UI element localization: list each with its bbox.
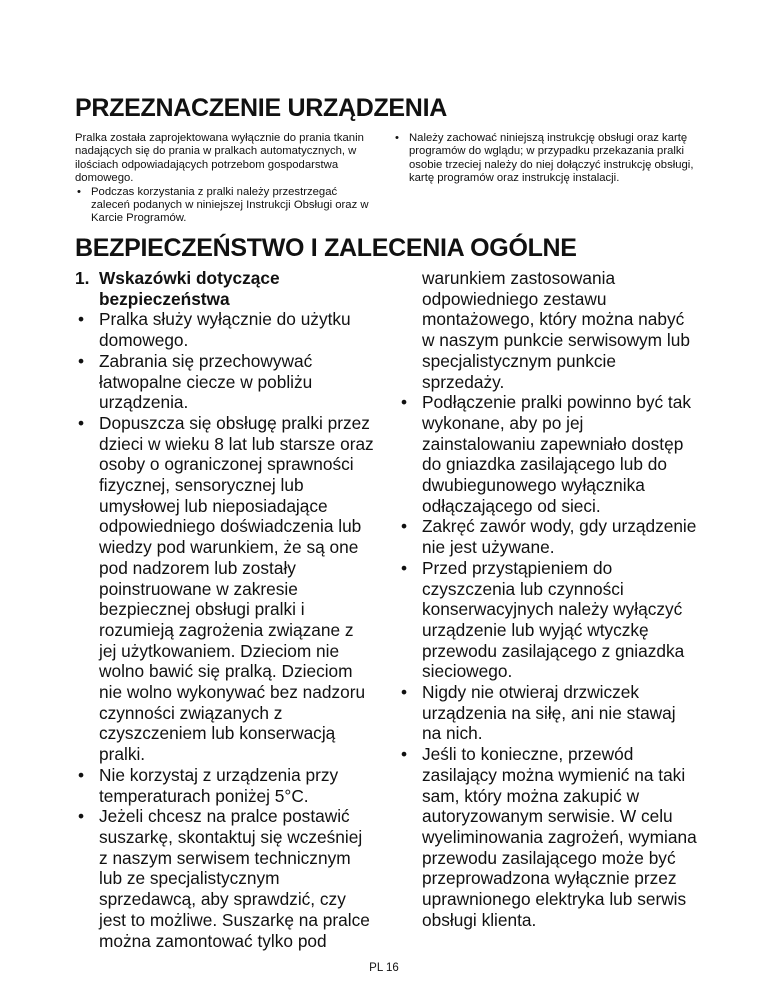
intended-use-right-column — [393, 132, 703, 186]
list-item: • Zabrania się przechowywać łatwopalne ciecze w pobliżu urządzenia. — [75, 351, 375, 413]
list-item: • Dopuszcza się obsługę pralki przez dzieci w wieku 8 lat lub starsze oraz osoby o ograniczonej sprawności fizycznej, sensorycznej lub umysłowej lub nieposiadające odpowiedniego doświadczenia lub wiedzy pod warunkiem, że są one pod nadzorem lub zostały poinstruowane w zakresie bezpiecznej obsługi pralki i rozumieją zagrożenia związane z jej użytkowaniem. Dzieciom nie wolno bawić się pralką. Dzieciom nie wolno wykonywać bez nadzoru czynności związanych z czyszczeniem lub konserwacją pralki. — [75, 413, 375, 765]
section-title-safety: BEZPIECZEŃSTWO I ZALECENIA OGÓLNE — [75, 234, 577, 262]
subsection-number: 1. — [75, 268, 90, 288]
list-item: • Jeżeli chcesz na pralce postawić suszarkę, skontaktuj się wcześniej z naszym serwisem technicznym lub ze specjalistycznym sprzedawcą, aby sprawdzić, czy jest to możliwe. Suszarkę na pralce można zamontować tylko pod — [75, 806, 375, 951]
subsection-title: Wskazówki dotyczące bezpieczeństwa — [99, 268, 280, 309]
intended-use-left-column — [75, 132, 375, 226]
intended-use-left-list — [75, 186, 375, 226]
safety-left-column — [75, 268, 375, 951]
intended-use-right-list — [393, 132, 703, 186]
list-item: • Jeśli to konieczne, przewód zasilający można wymienić na taki sam, który można zakupić w autoryzowanym serwisie. W celu wyeliminowania zagrożeń, wymiana przewodu zasilającego może być przeprowadzona wyłącznie przez uprawnionego elektryka lub serwis obsługi klienta. — [398, 744, 698, 930]
list-item: • Nie korzystaj z urządzenia przy temperaturach poniżej 5°C. — [75, 765, 375, 806]
list-item: • Podłączenie pralki powinno być tak wykonane, aby po jej zainstalowaniu zapewniało dostęp do gniazdka zasilającego lub do dwubiegunowego wyłącznika odłączającego od sieci. — [398, 392, 698, 516]
safety-right-column — [398, 268, 698, 931]
list-item-continuation: warunkiem zastosowania odpowiedniego zestawu montażowego, który można nabyć w naszym punkcie serwisowym lub specjalistycznym punkcie sprzedaży. — [422, 268, 690, 392]
page-number: PL 16 — [369, 962, 399, 974]
list-item: • Podczas korzystania z pralki należy przestrzegać zaleceń podanych w niniejszej Instrukcji Obsługi oraz w Karcie Programów. — [75, 186, 375, 226]
list-item: • Nigdy nie otwieraj drzwiczek urządzenia na siłę, ani nie stawaj na nich. — [398, 682, 698, 744]
subsection-heading — [75, 268, 375, 309]
safety-right-list — [398, 392, 698, 930]
list-item: • Pralka służy wyłącznie do użytku domowego. — [75, 309, 375, 350]
list-item: • Przed przystąpieniem do czyszczenia lub czynności konserwacyjnych należy wyłączyć urządzenie lub wyjąć wtyczkę przewodu zasilającego z gniazdka sieciowego. — [398, 558, 698, 682]
list-item: • Należy zachować niniejszą instrukcję obsługi oraz kartę programów do wglądu; w przypadku przekazania pralki osobie trzeciej należy do niej dołączyć instrukcję obsługi, kartę programów oraz instrukcję instalacji. — [393, 132, 703, 186]
safety-left-list — [75, 309, 375, 951]
list-item: • Zakręć zawór wody, gdy urządzenie nie jest używane. — [398, 516, 698, 557]
section-title-intended-use: PRZEZNACZENIE URZĄDZENIA — [75, 94, 447, 122]
intended-use-intro: Pralka została zaprojektowana wyłącznie do prania tkanin nadających się do prania w pralkach automatycznych, w ilościach odpowiadających potrzebom gospodarstwa domowego. — [75, 132, 364, 185]
